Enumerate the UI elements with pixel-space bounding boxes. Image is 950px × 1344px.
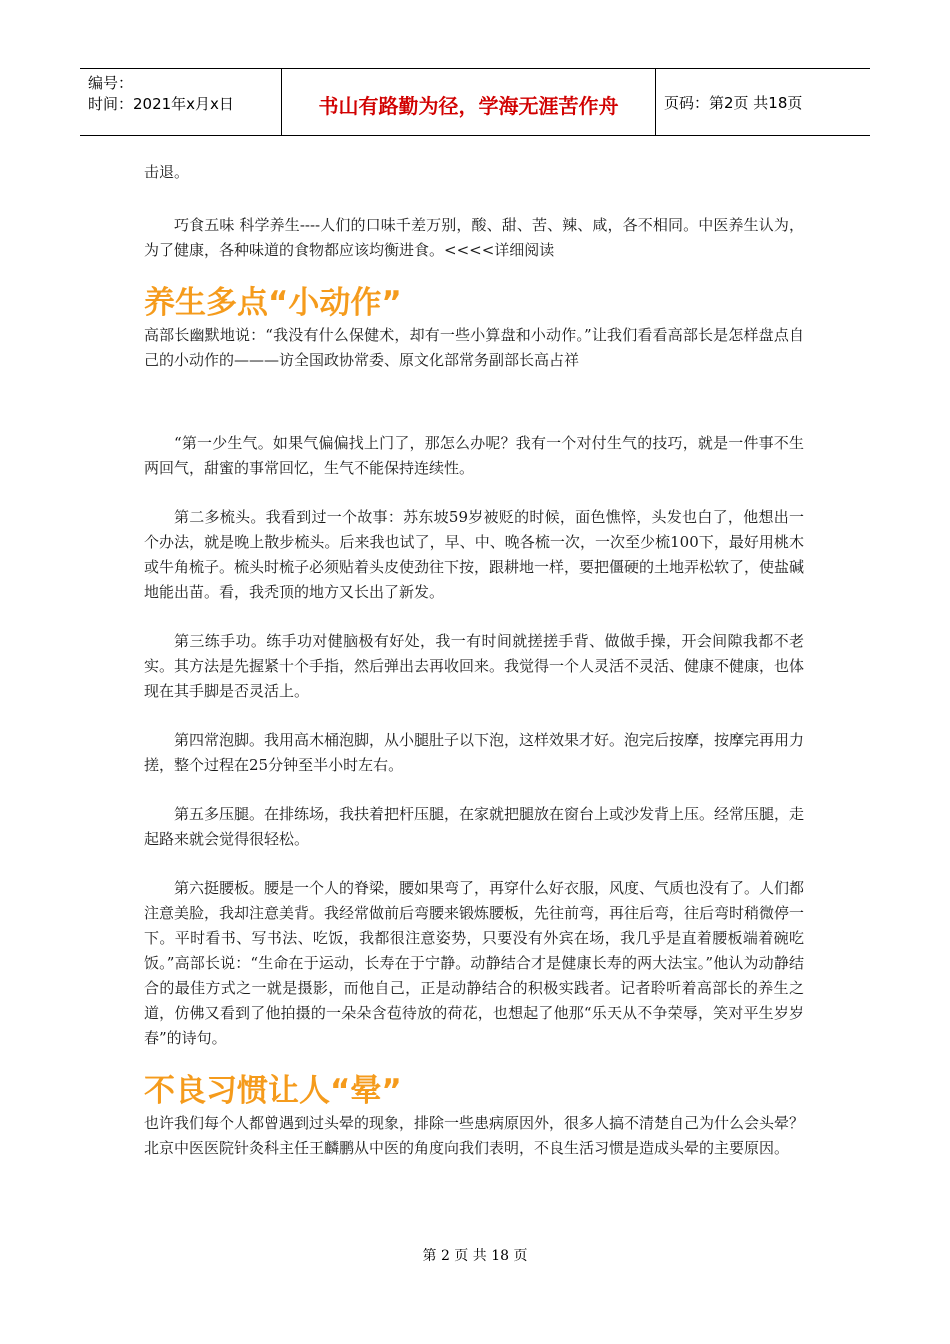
paragraph: 击退。 [144, 163, 190, 181]
document-number-label: 编号： [88, 74, 134, 92]
document-time-label: 时间：2021年x月x日 [88, 95, 234, 113]
document-body [144, 160, 804, 1161]
header-meta-cell [80, 69, 282, 135]
paragraph: 第四常泡脚。我用高木桶泡脚，从小腿肚子以下泡，这样效果才好。泡完后按摩，按摩完再用力搓，整个过程在25分钟至半小时左右。 [144, 731, 805, 774]
paragraph: 第五多压腿。在排练场，我扶着把杆压腿，在家就把腿放在窗台上或沙发背上压。经常压腿，走起路来就会觉得很轻松。 [144, 805, 805, 848]
paragraph: 第六挺腰板。腰是一个人的脊梁，腰如果弯了，再穿什么好衣服，风度、气质也没有了。人们都注意美脸，我却注意美背。我经常做前后弯腰来锻炼腰板，先往前弯，再往后弯，往后弯时稍微停一下。平时看书、写书法、吃饭，我都很注意姿势，只要没有外宾在场，我几乎是直着腰板端着碗吃饭。”高部长说：“生命在于运动，长寿在于宁静。动静结合才是健康长寿的两大法宝。”他认为动静结合的最佳方式之一就是摄影，而他自己，正是动静结合的积极实践者。记者聆听着高部长的养生之道，仿佛又看到了他拍摄的一朵朵含苞待放的荷花，也想起了他那“乐天从不争荣辱，笑对平生岁岁春”的诗句。 [144, 879, 805, 1047]
paragraph: 高部长幽默地说：“我没有什么保健术，却有一些小算盘和小动作。”让我们看看高部长是怎样盘点自己的小动作的———访全国政协常委、原文化部常务副部长高占祥 [144, 326, 804, 369]
section-heading: 不良习惯让人“晕” [144, 1073, 402, 1109]
page-footer: 第 2 页 共 18 页 [422, 1248, 528, 1264]
paragraph: 也许我们每个人都曾遇到过头晕的现象，排除一些患病原因外，很多人搞不清楚自己为什么会头晕？北京中医医院针灸科主任王麟鹏从中医的角度向我们表明，不良生活习惯是造成头晕的主要原因。 [144, 1114, 805, 1157]
paragraph: 巧食五味 科学养生----人们的口味千差万别，酸、甜、苦、辣、咸，各不相同。中医养生认为，为了健康，各种味道的食物都应该均衡进食。<<<<详细阅读 [144, 216, 804, 259]
paragraph: 第三练手功。练手功对健脑极有好处，我一有时间就搓搓手背、做做手操，开会间隙我都不老实。其方法是先握紧十个手指，然后弹出去再收回来。我觉得一个人灵活不灵活、健康不健康，也体现在其手脚是否灵活上。 [144, 632, 805, 700]
page-header [80, 68, 870, 136]
header-page-number: 页码：第2页 共18页 [664, 93, 803, 112]
header-motto: 书山有路勤为径，学海无涯苦作舟 [282, 69, 656, 135]
section-heading: 养生多点“小动作” [144, 285, 402, 321]
paragraph: 第二多梳头。我看到过一个故事：苏东坡59岁被贬的时候，面色憔悴，头发也白了，他想出一个办法，就是晚上散步梳头。后来我也试了，早、中、晚各梳一次，一次至少梳100下，最好用桃木或牛角梳子。梳头时梳子必须贴着头皮使劲往下按，跟耕地一样，要把僵硬的土地弄松软了，使盐碱地能出苗。看，我秃顶的地方又长出了新发。 [144, 508, 805, 601]
paragraph: “第一少生气。如果气偏偏找上门了，那怎么办呢？我有一个对付生气的技巧，就是一件事不生两回气，甜蜜的事常回忆，生气不能保持连续性。 [144, 434, 804, 477]
